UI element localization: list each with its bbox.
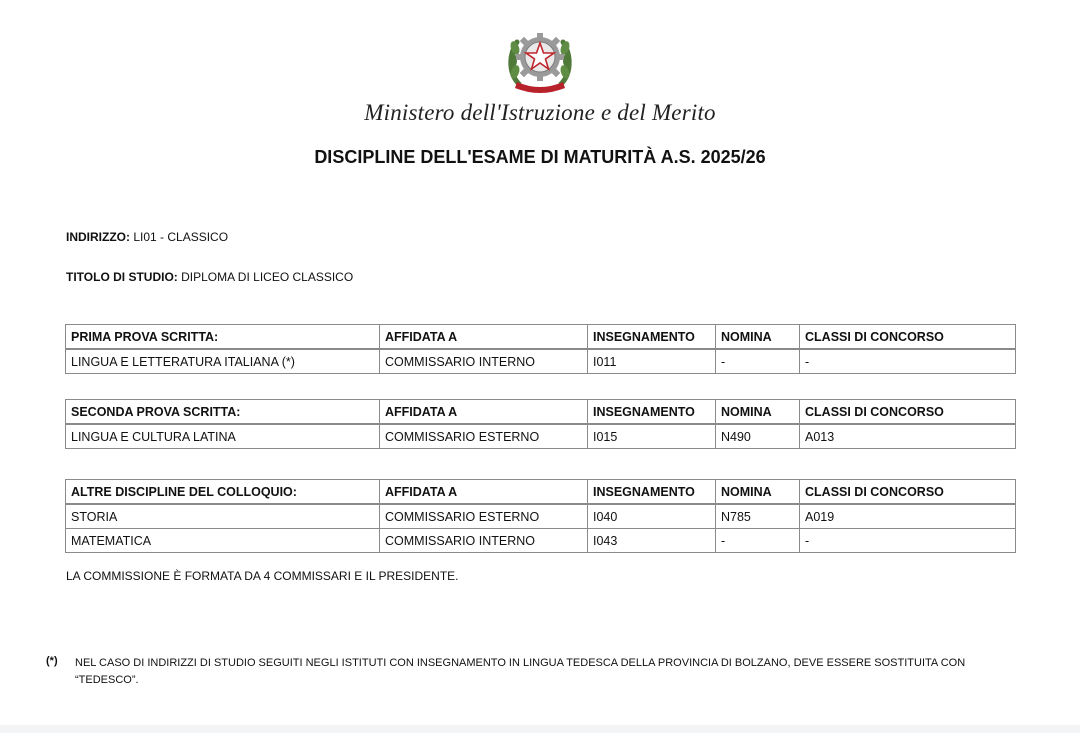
table-cell: I011 — [588, 349, 716, 374]
header-cell: SECONDA PROVA SCRITTA: — [66, 400, 380, 425]
altre-discipline-table — [65, 479, 1016, 553]
table-header-row — [66, 325, 1016, 350]
page-title: DISCIPLINE DELL'ESAME DI MATURITÀ A.S. 2025/26 — [314, 147, 766, 167]
titolo-line — [66, 270, 353, 284]
table-cell: - — [800, 349, 1016, 374]
table-row — [66, 349, 1016, 374]
table-cell: MATEMATICA — [66, 529, 380, 553]
footnote-marker: (*) — [46, 655, 58, 667]
header-cell: CLASSI DI CONCORSO — [800, 480, 1016, 505]
commission-note: LA COMMISSIONE È FORMATA DA 4 COMMISSARI E IL PRESIDENTE. — [66, 569, 459, 583]
table-cell: A013 — [800, 424, 1016, 449]
indirizzo-value: LI01 - CLASSICO — [133, 230, 229, 244]
table-cell: COMMISSARIO ESTERNO — [380, 504, 588, 529]
header-cell: ALTRE DISCIPLINE DEL COLLOQUIO: — [66, 480, 380, 505]
header-cell: INSEGNAMENTO — [588, 400, 716, 425]
table-cell: A019 — [800, 504, 1016, 529]
header-cell: CLASSI DI CONCORSO — [800, 325, 1016, 350]
table-row — [66, 504, 1016, 529]
table-cell: - — [800, 529, 1016, 553]
republic-emblem — [505, 26, 575, 94]
titolo-label: TITOLO DI STUDIO: — [66, 270, 178, 284]
indirizzo-label: INDIRIZZO: — [66, 230, 130, 244]
bottom-strip — [0, 725, 1080, 733]
table-cell: I015 — [588, 424, 716, 449]
table-row — [66, 529, 1016, 553]
table-row — [66, 424, 1016, 449]
table-header-row — [66, 400, 1016, 425]
titolo-value: DIPLOMA DI LICEO CLASSICO — [181, 270, 354, 284]
prima-prova-table — [65, 324, 1016, 374]
table-cell: COMMISSARIO INTERNO — [380, 529, 588, 553]
header-cell: AFFIDATA A — [380, 480, 588, 505]
table-cell: LINGUA E CULTURA LATINA — [66, 424, 380, 449]
table-cell: COMMISSARIO ESTERNO — [380, 424, 588, 449]
table-cell: STORIA — [66, 504, 380, 529]
indirizzo-line — [66, 230, 228, 244]
header-cell: NOMINA — [716, 325, 800, 350]
header-cell: NOMINA — [716, 400, 800, 425]
header-cell: AFFIDATA A — [380, 400, 588, 425]
table-cell: N785 — [716, 504, 800, 529]
table-cell: - — [716, 349, 800, 374]
seconda-prova-table — [65, 399, 1016, 449]
ministry-name: Ministero dell'Istruzione e del Merito — [364, 100, 716, 125]
header-cell: NOMINA — [716, 480, 800, 505]
footnote-text: NEL CASO DI INDIRIZZI DI STUDIO SEGUITI NEGLI ISTITUTI CON INSEGNAMENTO IN LINGUA TEDESCA DELLA PROVINCIA DI BOLZANO, DEVE ESSERE SOSTITUITA CON “TEDESCO”. — [75, 657, 966, 686]
table-cell: LINGUA E LETTERATURA ITALIANA (*) — [66, 349, 380, 374]
header-cell: CLASSI DI CONCORSO — [800, 400, 1016, 425]
table-cell: - — [716, 529, 800, 553]
table-cell: COMMISSARIO INTERNO — [380, 349, 588, 374]
header-cell: AFFIDATA A — [380, 325, 588, 350]
header-cell: PRIMA PROVA SCRITTA: — [66, 325, 380, 350]
table-header-row — [66, 480, 1016, 505]
table-cell: I043 — [588, 529, 716, 553]
header-cell: INSEGNAMENTO — [588, 480, 716, 505]
header-cell: INSEGNAMENTO — [588, 325, 716, 350]
table-cell: N490 — [716, 424, 800, 449]
table-cell: I040 — [588, 504, 716, 529]
